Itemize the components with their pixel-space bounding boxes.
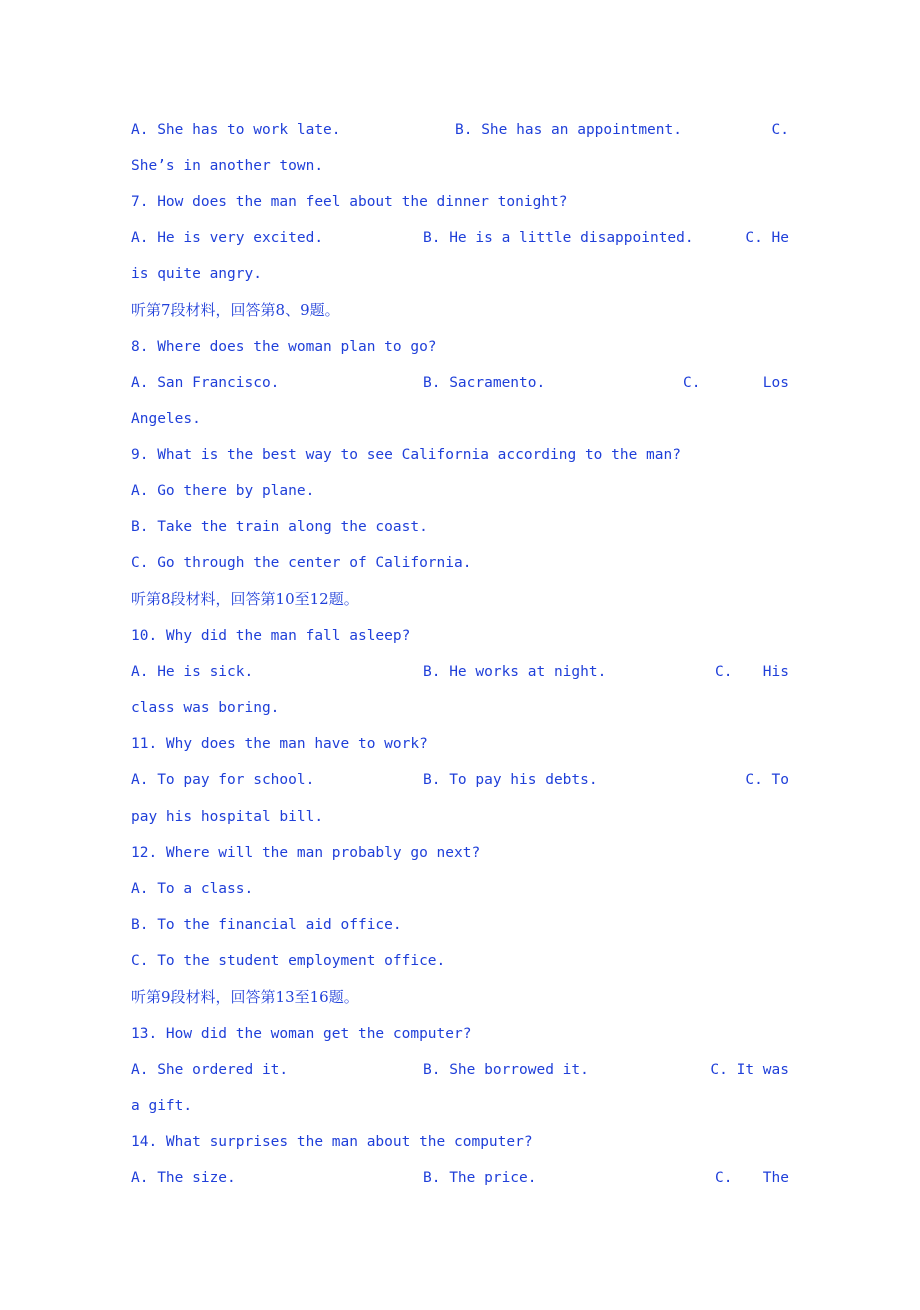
q6-options-line xyxy=(131,118,789,142)
q6-option-c-label: C. xyxy=(771,122,789,138)
q9-question: 9. What is the best way to see California according to the man? xyxy=(131,447,681,463)
q11-option-c-continued: pay his hospital bill. xyxy=(131,809,324,825)
q7-option-a: A. He is very excited. xyxy=(131,230,324,246)
q14-options-line xyxy=(131,1166,789,1190)
q12-question: 12. Where will the man probably go next? xyxy=(131,845,481,861)
section-7-heading: 听第7段材料，回答第8、9题。 xyxy=(131,301,340,319)
q8-option-c-continued: Angeles. xyxy=(131,411,201,427)
q8-option-a: A. San Francisco. xyxy=(131,375,280,391)
q10-option-c-word: His xyxy=(762,664,789,680)
q14-question: 14. What surprises the man about the computer? xyxy=(131,1134,533,1150)
section-9-heading: 听第9段材料，回答第13至16题。 xyxy=(131,988,359,1006)
q8-options-line xyxy=(131,371,789,395)
q6-option-c-continued: She’s in another town. xyxy=(131,158,324,174)
q8-option-b: B. Sacramento. xyxy=(423,375,546,391)
q6-option-b: B. She has an appointment. xyxy=(455,122,682,138)
q13-option-c-start: C. It was xyxy=(710,1062,789,1078)
q10-option-c-continued: class was boring. xyxy=(131,700,280,716)
q14-option-c-label: C. xyxy=(715,1170,733,1186)
q10-option-a: A. He is sick. xyxy=(131,664,254,680)
q12-option-b: B. To the financial aid office. xyxy=(131,917,402,933)
q11-option-c-start: C. To xyxy=(745,772,789,788)
q7-option-c-start: C. He xyxy=(745,230,789,246)
q13-options-line xyxy=(131,1058,789,1082)
q13-option-b: B. She borrowed it. xyxy=(423,1062,589,1078)
q12-option-c: C. To the student employment office. xyxy=(131,953,446,969)
q6-option-a: A. She has to work late. xyxy=(131,122,341,138)
q14-option-a: A. The size. xyxy=(131,1170,236,1186)
q9-option-a: A. Go there by plane. xyxy=(131,483,315,499)
section-8-heading: 听第8段材料，回答第10至12题。 xyxy=(131,590,359,608)
q7-options-line xyxy=(131,226,789,250)
q10-options-line xyxy=(131,660,789,684)
q14-option-b: B. The price. xyxy=(423,1170,537,1186)
q8-question: 8. Where does the woman plan to go? xyxy=(131,339,437,355)
q8-option-c-label: C. xyxy=(683,375,701,391)
q12-option-a: A. To a class. xyxy=(131,881,254,897)
q9-option-c: C. Go through the center of California. xyxy=(131,555,472,571)
q7-option-c-continued: is quite angry. xyxy=(131,266,262,282)
q13-option-a: A. She ordered it. xyxy=(131,1062,289,1078)
q13-option-c-continued: a gift. xyxy=(131,1098,193,1114)
q10-option-b: B. He works at night. xyxy=(423,664,607,680)
q11-question: 11. Why does the man have to work? xyxy=(131,736,428,752)
q7-option-b: B. He is a little disappointed. xyxy=(423,230,694,246)
q10-option-c-label: C. xyxy=(715,664,733,680)
q8-option-c-word: Los xyxy=(762,375,789,391)
q11-options-line xyxy=(131,768,789,792)
q11-option-a: A. To pay for school. xyxy=(131,772,315,788)
q7-question: 7. How does the man feel about the dinner tonight? xyxy=(131,194,568,210)
q10-question: 10. Why did the man fall asleep? xyxy=(131,628,411,644)
q9-option-b: B. Take the train along the coast. xyxy=(131,519,428,535)
q13-question: 13. How did the woman get the computer? xyxy=(131,1026,472,1042)
q14-option-c-word: The xyxy=(762,1170,789,1186)
q11-option-b: B. To pay his debts. xyxy=(423,772,598,788)
